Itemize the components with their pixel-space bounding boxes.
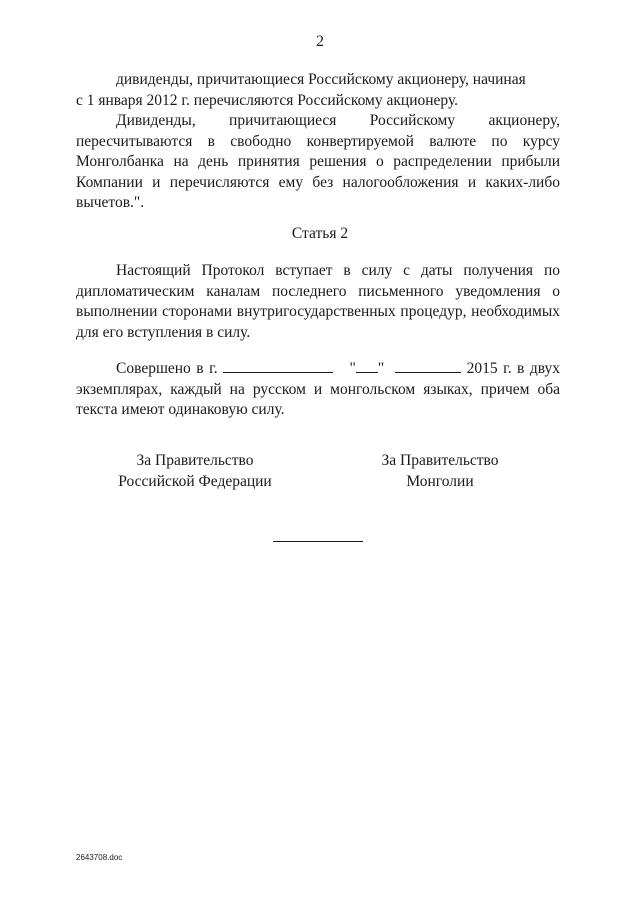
- dividends-line-2: с 1 января 2012 г. перечисляются Российскому акционеру.: [76, 91, 459, 109]
- article-2-heading: Статья 2: [291, 225, 349, 242]
- entry-into-force-paragraph: Настоящий Протокол вступает в силу с даты получения по дипломатическим каналам последнего письменного уведомления о выполнении сторонами внутригосударственных процедур, необходимых для его вступления в силу.: [76, 262, 560, 341]
- signature-russia: [100, 451, 290, 492]
- done-at-prefix: Совершено в г.: [116, 360, 218, 377]
- signature-mongolia-line-2: Монголии: [406, 472, 474, 490]
- signature-mongolia-line-1: За Правительство: [381, 452, 499, 469]
- signature-mongolia: [345, 451, 535, 492]
- dividends-section: [76, 70, 560, 214]
- page-number: 2: [316, 33, 324, 50]
- month-blank: [395, 358, 461, 373]
- end-rule: [273, 541, 363, 542]
- signature-russia-line-1: За Правительство: [136, 452, 254, 469]
- year-text: 2015 г. в двух: [466, 360, 561, 377]
- entry-into-force-section: [76, 261, 560, 343]
- quote-close: ": [377, 360, 385, 377]
- quote-open: ": [349, 360, 356, 377]
- done-at-rest: экземплярах, каждый на русском и монгольском языках, причем оба текста имеют одинаковую силу.: [76, 380, 560, 418]
- dividends-paragraph-1: [76, 70, 560, 111]
- day-blank: [356, 358, 378, 373]
- done-at-section: [76, 358, 560, 421]
- signature-russia-line-2: Российской Федерации: [118, 472, 272, 490]
- done-at-paragraph: [76, 358, 560, 421]
- dividends-line-1: дивиденды, причитающиеся Российскому акционеру, начиная: [116, 71, 526, 88]
- document-file-reference: 2643708.doc: [76, 853, 123, 862]
- dividends-paragraph-2: Дивиденды, причитающиеся Российскому акционеру, пересчитываются в свободно конвертируемой валюте по курсу Монголбанка на день принятия решения о распределении прибыли Компании и перечисляются ему без налогообложения и каких-либо вычетов.".: [76, 112, 560, 211]
- city-blank: [223, 358, 333, 373]
